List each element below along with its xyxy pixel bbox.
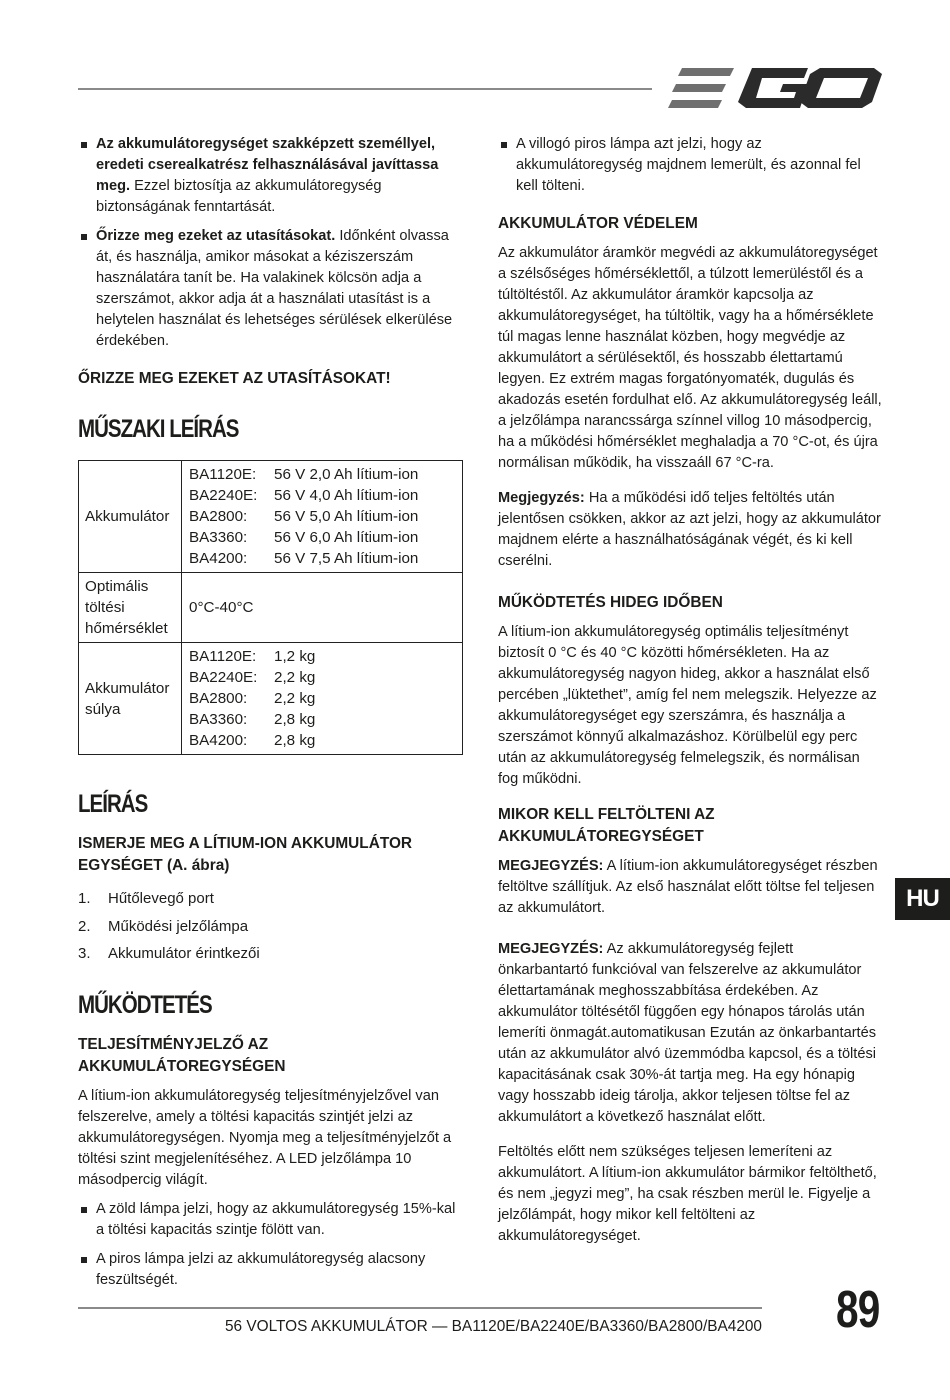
note-label: MEGJEGYZÉS:: [498, 858, 604, 874]
left-column: [78, 134, 464, 1299]
note-text: A lítium-ion akkumulátoregységet részben feltöltve szállítjuk. Az első használat előtt töltse fel teljesen az akkumulátort.: [498, 858, 878, 916]
body-text: Ezzel biztosítja az akkumulátoregység biztonságának fenntartását.: [96, 178, 382, 215]
right-column: [498, 134, 884, 1255]
model-label: BA2800:: [189, 690, 248, 707]
ego-logo: [668, 62, 882, 114]
model-value: 56 V 6,0 Ah lítium-ion: [274, 529, 419, 546]
note-text: Az akkumulátoregység fejlett önkarbantartó funkcióval van felszerelve az akkumulátor élettartamának meghosszabbítása érdekében. Az akkumulátor töltésétől függően egy hónapos tárolás után lemeríti önmagát.automatikusan Ezután az önkarbantartés után az akkumulátor alvó üzemmódba kapcsol, és a töltési kapacitásának csak 30%-át tartja meg. Ha egy hónapig vagy hosszabb ideig tárolja, akkor teljesen töltse fel az akkumulátort a következő használat előtt.: [498, 941, 877, 1125]
model-value: 56 V 7,5 Ah lítium-ion: [274, 550, 419, 567]
language-tab: HU: [895, 878, 950, 920]
save-heading: ŐRIZZE MEG EZEKET AZ UTASÍTÁSOKAT!: [78, 370, 391, 387]
list-item: [78, 885, 464, 913]
spec-line: [189, 688, 455, 709]
table-cell: [182, 461, 463, 573]
spec-line: [189, 485, 455, 506]
model-value: 56 V 4,0 Ah lítium-ion: [274, 487, 419, 504]
table-row: [79, 573, 463, 643]
final-paragraph: Feltöltés előtt nem szükséges teljesen lemeríteni az akkumulátort. A lítium-ion akkumulátor bármikor feltölthető, és nem „jegyzi meg”, ha csak részben merül le. Figyelje a jelzőlámpát, hogy mikor kell feltölteni az akkumulátoregységet.: [498, 1144, 877, 1244]
footer-rule: [78, 1307, 762, 1309]
item-number: 3.: [78, 945, 91, 962]
indicator-heading: TELJESÍTMÉNYJELZŐ AZ AKKUMULÁTOREGYSÉGEN: [78, 1035, 286, 1075]
charge-heading: MIKOR KELL FELTÖLTENI AZ AKKUMULÁTOREGYSÉGET: [498, 806, 715, 845]
footer-text: 56 VOLTOS AKKUMULÁTOR — BA1120E/BA2240E/BA3360/BA2800/BA4200: [225, 1318, 762, 1335]
list-item: A villogó piros lámpa azt jelzi, hogy az akkumulátoregység majdnem lemerült, és azonnal fel kell tölteni.: [498, 134, 884, 197]
model-label: BA1120E:: [189, 648, 257, 665]
model-value: 2,8 kg: [274, 732, 316, 749]
label-line: súlya: [85, 700, 121, 718]
know-heading: ISMERJE MEG A LÍTIUM-ION AKKUMULÁTOR EGYSÉGET (A. ábra): [78, 835, 413, 874]
header-rule: [78, 88, 652, 90]
model-label: BA1120E:: [189, 466, 257, 483]
spec-line: [189, 527, 455, 548]
model-label: BA2800:: [189, 508, 248, 525]
spec-line: [189, 506, 455, 527]
spec-line: [189, 730, 455, 751]
model-value: 56 V 2,0 Ah lítium-ion: [274, 466, 419, 483]
cold-paragraph: A lítium-ion akkumulátoregység optimális teljesítményt biztosít 0 °C és 40 °C közötti hőmérsékleten. Ha az akkumulátoregység nagyon hideg, akkor a használat első percében „lüktethet”, amíg fel nem melegszik. Helyezze az akkumulátoregységet egy szerszámra, és használja a szerszámot könnyű alkalmazáshoz. Körülbelül egy perc után az akkumulátoregység felmelegszik, és normálisan fog működni.: [498, 624, 877, 787]
table-cell: [182, 643, 463, 755]
spec-line: [189, 709, 455, 730]
cold-heading: MŰKÖDTETÉS HIDEG IDŐBEN: [498, 594, 723, 611]
model-value: 2,8 kg: [274, 711, 316, 728]
note-text: Ha a működési idő teljes feltöltés után jelentősen csökken, akkor az azt jelzi, hogy az akkumulátor majdnem elérte a használhatóságának végét, és ki kell cserélni.: [498, 490, 881, 569]
label-line: hőmérséklet: [85, 620, 168, 637]
page-number: 89: [836, 1281, 880, 1339]
spec-line: [189, 667, 455, 688]
table-cell: [79, 573, 182, 643]
model-value: 2,2 kg: [274, 669, 316, 686]
item-text: Hűtőlevegő port: [108, 890, 214, 907]
note-paragraph: [498, 856, 884, 919]
bold-text: Az akkumulátoregységet szakképzett személlyel, eredeti cserealkatrész felhasználásával javíttassa meg.: [96, 136, 439, 194]
table-cell: 0°C-40°C: [182, 573, 463, 643]
model-label: BA2240E:: [189, 669, 258, 686]
list-item: [78, 134, 464, 218]
list-item: [78, 226, 464, 352]
list-item: A piros lámpa jelzi az akkumulátoregység alacsony feszültségét.: [78, 1249, 464, 1291]
model-label: BA4200:: [189, 732, 248, 749]
note-label: Megjegyzés:: [498, 490, 585, 506]
item-number: 2.: [78, 917, 91, 935]
note-paragraph: [498, 488, 884, 572]
description-heading: LEÍRÁS: [78, 790, 148, 818]
indicator-paragraph: A lítium-ion akkumulátoregység teljesítményjelzővel van felszerelve, amely a töltési kapacitás szintjét jelzi az akkumulátoregységen. Nyomja meg a teljesítményjelzőt a töltési szint megjelenítéséhez. A LED jelzőlámpa 10 másodpercig világít.: [78, 1087, 452, 1188]
item-text: Működési jelzőlámpa: [108, 917, 249, 935]
parts-list: [78, 885, 464, 968]
model-value: 1,2 kg: [274, 648, 316, 665]
table-cell: Akkumulátor: [79, 461, 182, 573]
spec-line: [189, 464, 455, 485]
note-label: MEGJEGYZÉS:: [498, 941, 604, 957]
note-paragraph: [498, 939, 884, 1128]
label-line: töltési: [85, 599, 125, 616]
model-value: 56 V 5,0 Ah lítium-ion: [274, 508, 419, 525]
list-item: A zöld lámpa jelzi, hogy az akkumulátoregység 15%-kal a töltési kapacitás szintje fölött van.: [78, 1199, 464, 1241]
spec-line: [189, 548, 455, 569]
item-number: 1.: [78, 890, 91, 907]
bold-text: Őrizze meg ezeket az utasításokat.: [96, 228, 336, 244]
protection-paragraph: Az akkumulátor áramkör megvédi az akkumulátoregységet a szélsőséges hőmérséklettől, a túlzott lemerüléstől és a túltöltéstől. Az akkumulátor áramkör kapcsolja az akkumulátoregységet, ha túltöltik, vagy ha a hőmérséklete túl magas lenne használat közben, hogy megvédje az akkumulátort a sérülésektől, és hosszabb élettartamú legyen. Ez extrém magas forgatónyomaték, dugulás és akadozás esetén fordulhat elő. Az akkumulátoregység leáll, a jelzőlámpa narancssárga színnel villog 10 másodpercig, ha a működési hőmérséklet meghaladja a 70 °C-ot, és újra normálisan működik, ha visszaáll 67 °C-ra.: [498, 245, 882, 471]
spec-table: [78, 460, 463, 755]
spec-line: [189, 646, 455, 667]
model-value: 2,2 kg: [274, 690, 316, 707]
table-cell: [79, 643, 182, 755]
model-label: BA3360:: [189, 529, 248, 546]
label-line: Akkumulátor: [85, 679, 170, 697]
operation-heading: MŰKÖDTETÉS: [78, 990, 212, 1019]
table-row: [79, 643, 463, 755]
label-line: Optimális: [85, 578, 149, 595]
model-label: BA3360:: [189, 711, 248, 728]
table-row: [79, 461, 463, 573]
model-label: BA4200:: [189, 550, 248, 567]
list-item: [78, 940, 464, 968]
model-label: BA2240E:: [189, 487, 258, 504]
list-item: [78, 913, 464, 941]
spec-heading: MŰSZAKI LEÍRÁS: [78, 415, 239, 443]
protection-heading: AKKUMULÁTOR VÉDELEM: [498, 215, 698, 232]
item-text: Akkumulátor érintkezői: [108, 945, 260, 962]
body-text: Időnként olvassa át, és használja, amikor másokat a kéziszerszám használatára tanít be. Ha valakinek kölcsön adja a szerszámot, akkor adja át a használati utasítást is a helytelen használat és lehetséges sérülések elkerülése érdekében.: [96, 228, 453, 349]
